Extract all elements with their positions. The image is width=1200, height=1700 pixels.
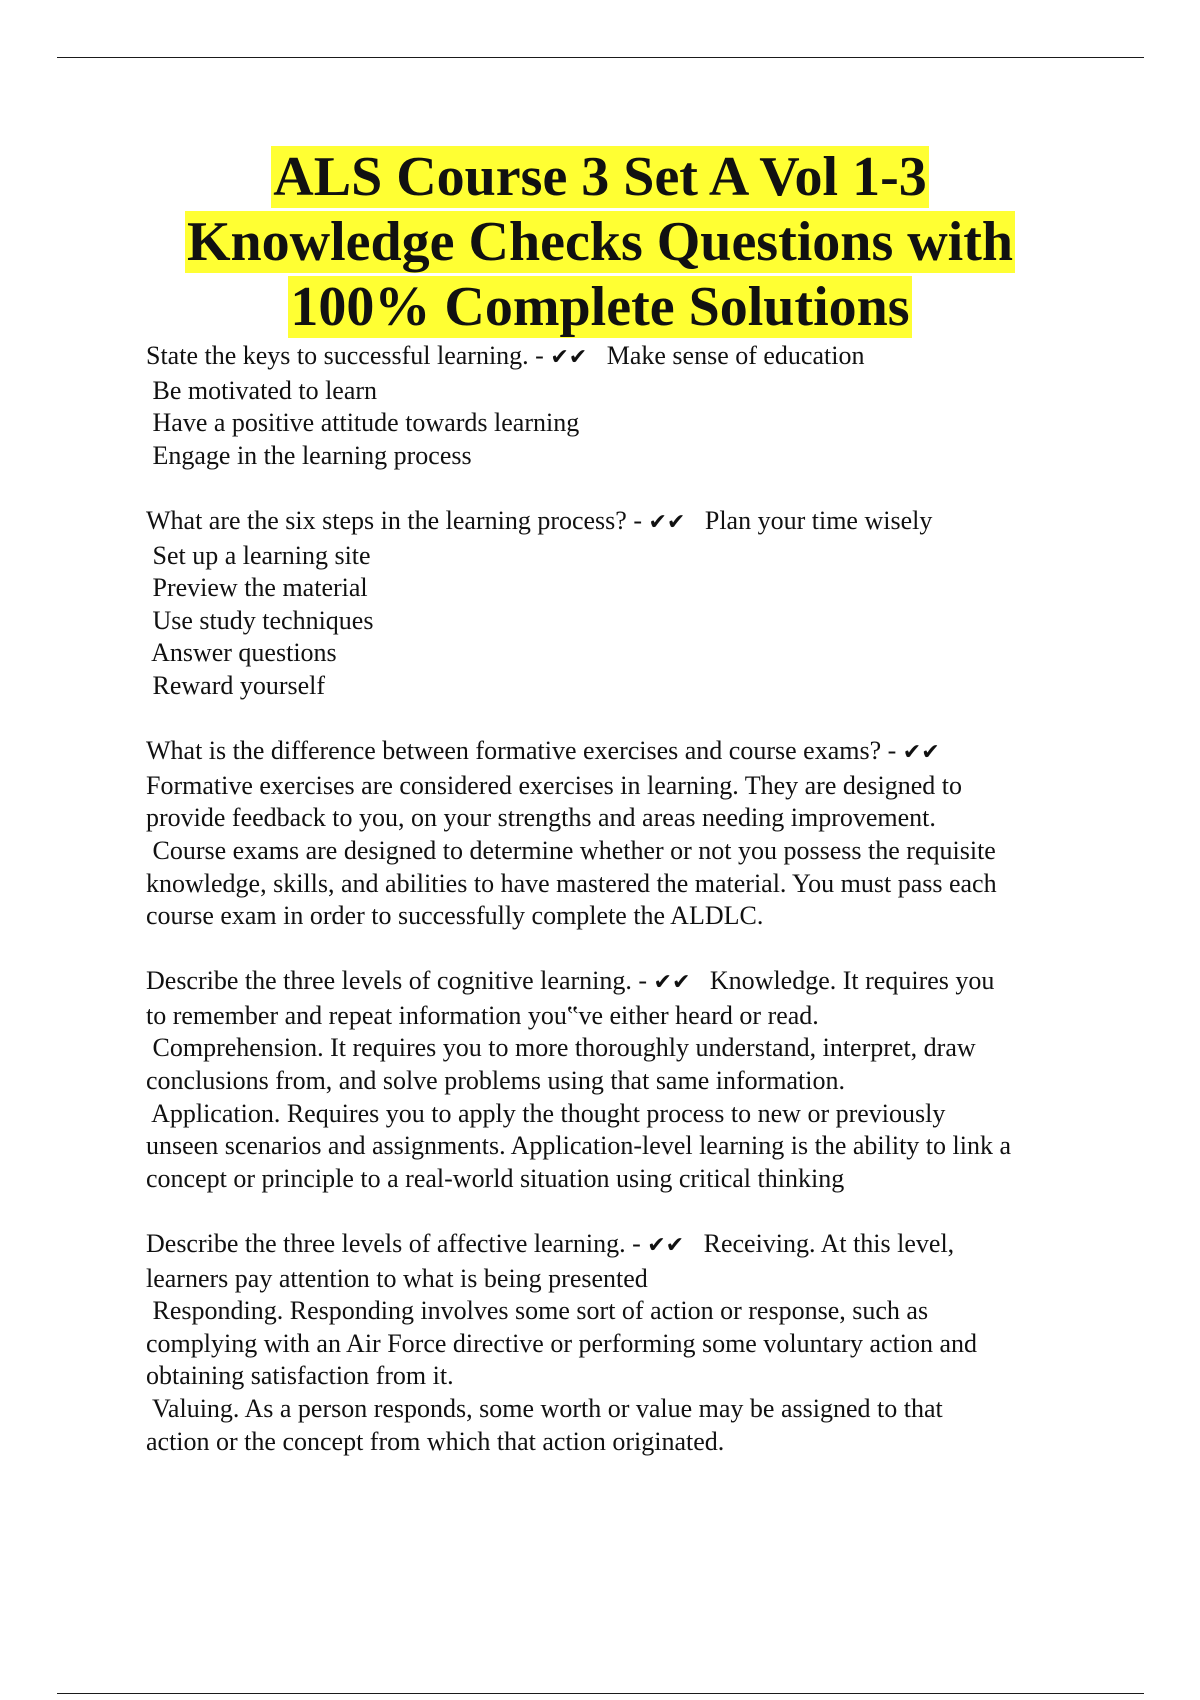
answer-line: Course exams are designed to determine whether or not you possess the requisite: [146, 835, 996, 865]
document-title: [100, 145, 1100, 340]
answer-line: conclusions from, and solve problems using that same information.: [146, 1066, 845, 1096]
answer-line: complying with an Air Force directive or performing some voluntary action and: [146, 1328, 978, 1358]
checkmark-icon: ✔✔: [648, 509, 686, 535]
answer-line: Set up a learning site: [146, 540, 371, 570]
qa-item-2: [146, 505, 1101, 703]
question-text: Describe the three levels of cognitive learning. -: [146, 966, 654, 996]
qa-line: [146, 735, 1101, 770]
answer-line: to remember and repeat information you‟ve either heard or read.: [146, 1000, 819, 1030]
qa-line: [146, 1228, 1101, 1263]
answer-line: Responding. Responding involves some sort of action or response, such as: [146, 1296, 929, 1326]
question-text: What is the difference between formative exercises and course exams? -: [146, 736, 903, 766]
question-text: State the keys to successful learning. -: [146, 341, 551, 370]
answer-line: learners pay attention to what is being presented: [146, 1263, 648, 1293]
answer-line: action or the concept from which that action originated.: [146, 1426, 725, 1456]
checkmark-icon: ✔✔: [653, 970, 691, 996]
answer-text: Receiving. At this level,: [703, 1229, 955, 1259]
answer-line: Formative exercises are considered exercises in learning. They are designed to: [146, 770, 963, 800]
checkmark-icon: ✔✔: [902, 740, 940, 766]
answer-line: provide feedback to you, on your strengths and areas needing improvement.: [146, 803, 936, 833]
qa-line: [146, 505, 1101, 540]
qa-content: [146, 340, 1101, 1491]
answer-line: Reward yourself: [146, 670, 326, 700]
answer-line: Engage in the learning process: [146, 440, 472, 470]
answer-text: Plan your time wisely: [704, 505, 933, 535]
answer-line: knowledge, skills, and abilities to have mastered the material. You must pass each: [146, 868, 997, 898]
top-rule: [57, 57, 1144, 58]
checkmark-icon: ✔✔: [647, 1233, 685, 1259]
answer-line: Preview the material: [146, 573, 368, 603]
answer-line: course exam in order to successfully complete the ALDLC.: [146, 901, 764, 931]
answer-text: Make sense of education: [606, 341, 865, 370]
answer-line: unseen scenarios and assignments. Application-level learning is the ability to link a: [146, 1131, 1012, 1161]
answer-line: Answer questions: [146, 638, 337, 668]
answer-line: concept or principle to a real-world situation using critical thinking: [146, 1163, 845, 1193]
title-line-3: 100% Complete Solutions: [290, 276, 910, 338]
answer-line: Valuing. As a person responds, some worth or value may be assigned to that: [146, 1394, 943, 1423]
qa-item-3: [146, 735, 1101, 933]
checkmark-icon: ✔✔: [550, 345, 588, 370]
qa-item-4: [146, 965, 1101, 1195]
answer-line: Have a positive attitude towards learning: [146, 408, 580, 438]
answer-line: Be motivated to learn: [146, 375, 378, 405]
qa-line: [146, 965, 1101, 1000]
answer-line: Comprehension. It requires you to more thoroughly understand, interpret, draw: [146, 1033, 976, 1063]
qa-item-5: [146, 1228, 1101, 1458]
title-line-2: Knowledge Checks Questions with: [186, 211, 1014, 273]
question-text: What are the six steps in the learning process? -: [146, 505, 649, 535]
qa-item-1: [146, 340, 1101, 472]
title-line-1: ALS Course 3 Set A Vol 1-3: [273, 146, 927, 208]
answer-line: Use study techniques: [146, 605, 374, 635]
bottom-rule: [57, 1693, 1144, 1694]
answer-text: Knowledge. It requires you: [709, 966, 995, 996]
answer-line: Application. Requires you to apply the thought process to new or previously: [146, 1098, 946, 1128]
question-text: Describe the three levels of affective learning. -: [146, 1229, 648, 1259]
answer-line: obtaining satisfaction from it.: [146, 1361, 454, 1391]
qa-line: [146, 340, 1101, 375]
